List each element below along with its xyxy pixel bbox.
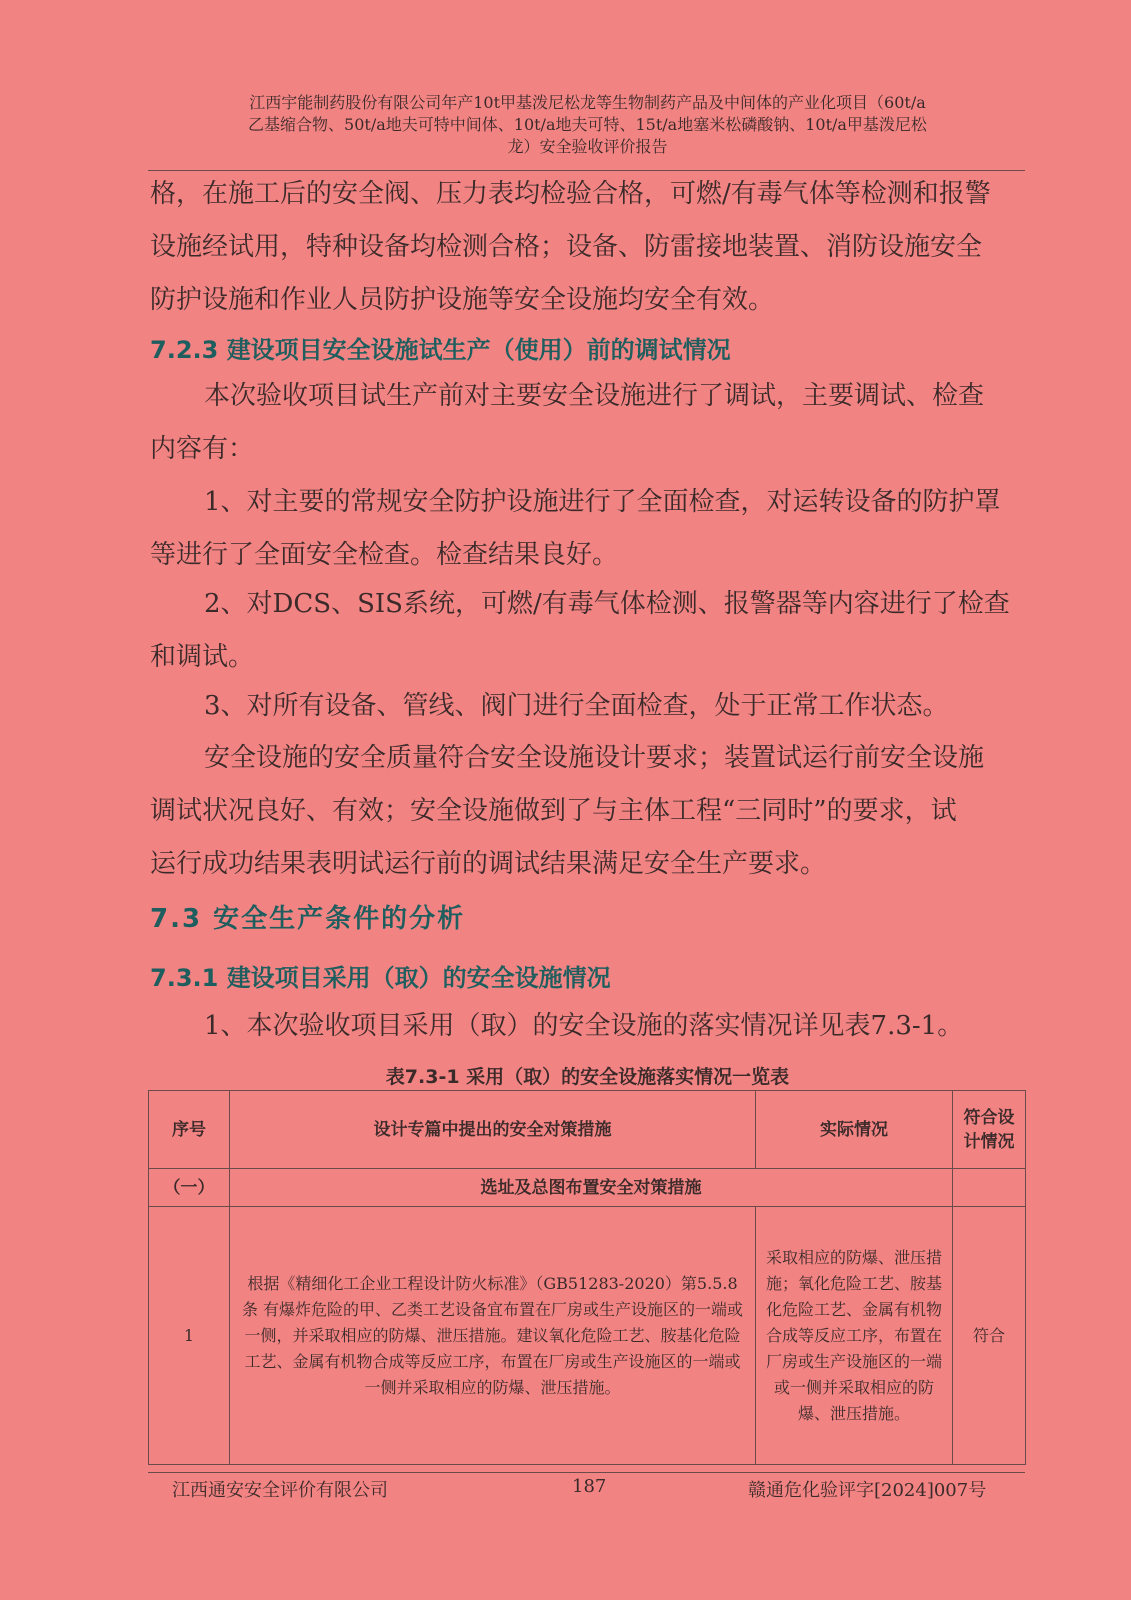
text-line: 2、对DCS、SIS系统，可燃/有毒气体检测、报警器等内容进行了检查 — [204, 589, 1010, 619]
row-measure: 根据《精细化工企业工程设计防火标准》（GB51283-2020）第5.5.8条 有爆炸危险的甲、乙类工艺设备宜布置在厂房或生产设施区的一端或一侧，并采取相应的防爆、泄压措施。建议氧化危险工艺、胺基化危险工艺、金属有机物合成等反应工序，布置在厂房或生产设施区的一端或一侧并采取相应的防爆、泄压措施。 — [230, 1207, 756, 1465]
text-line: 运行成功结果表明试运行前的调试结果满足安全生产要求。 — [150, 849, 827, 879]
row-conform: 符合 — [953, 1207, 1026, 1465]
header-actual: 实际情况 — [756, 1091, 953, 1169]
footer-rule — [148, 1472, 1025, 1473]
header-measure: 设计专篇中提出的安全对策措施 — [230, 1091, 756, 1169]
paragraph-conclusion — [150, 732, 1025, 891]
paragraph-table-ref — [150, 1002, 1025, 1050]
paragraph-item-1 — [150, 476, 1025, 582]
table-section-row — [149, 1169, 1026, 1207]
section-no: （一） — [149, 1169, 230, 1207]
text-line: 3、对所有设备、管线、阀门进行全面检查，处于正常工作状态。 — [204, 691, 949, 721]
header-no: 序号 — [149, 1091, 230, 1169]
header-line: 龙）安全验收评价报告 — [507, 137, 668, 156]
text-line: 格，在施工后的安全阀、压力表均检验合格，可燃/有毒气体等检测和报警 — [150, 179, 991, 209]
header-conform: 符合设计情况 — [953, 1091, 1026, 1169]
text-line: 本次验收项目试生产前对主要安全设施进行了调试，主要调试、检查 — [204, 381, 985, 411]
paragraph-inspection-result — [150, 168, 1025, 327]
table-row — [149, 1207, 1026, 1465]
heading-7-3: 7.3 安全生产条件的分析 — [150, 904, 466, 934]
row-actual: 采取相应的防爆、泄压措施；氧化危险工艺、胺基化危险工艺、金属有机物合成等反应工序，布置在厂房或生产设施区的一端或一侧并采取相应的防爆、泄压措施。 — [756, 1207, 953, 1465]
paragraph-item-2 — [150, 578, 1025, 684]
header-line: 乙基缩合物、50t/a地夫可特中间体、10t/a地夫可特、15t/a地塞米松磷酸钠、10t/a甲基泼尼松 — [248, 115, 927, 134]
text-line: 内容有： — [150, 434, 255, 464]
section-title: 选址及总图布置安全对策措施 — [230, 1169, 953, 1207]
paragraph-debug-intro — [150, 370, 1025, 476]
header-line: 江西宇能制药股份有限公司年产10t甲基泼尼松龙等生物制药产品及中间体的产业化项目（60t/a — [249, 93, 926, 112]
running-header — [150, 92, 1025, 158]
table-caption: 表7.3-1 采用（取）的安全设施落实情况一览表 — [385, 1066, 790, 1088]
heading-7-3-1: 7.3.1 建设项目采用（取）的安全设施情况 — [150, 964, 611, 992]
text-line: 调试状况良好、有效；安全设施做到了与主体工程“三同时”的要求，试 — [150, 796, 957, 826]
safety-measures-table — [148, 1090, 1026, 1465]
text-line: 1、本次验收项目采用（取）的安全设施的落实情况详见表7.3-1。 — [204, 1011, 964, 1041]
row-no: 1 — [149, 1207, 230, 1465]
footer-page-number: 187 — [572, 1476, 607, 1497]
text-line: 安全设施的安全质量符合安全设施设计要求；装置试运行前安全设施 — [204, 743, 985, 773]
text-line: 和调试。 — [150, 642, 255, 672]
text-line: 设施经试用，特种设备均检测合格；设备、防雷接地装置、消防设施安全 — [150, 232, 983, 262]
footer-company: 江西通安安全评价有限公司 — [172, 1480, 388, 1501]
table-header-row — [149, 1091, 1026, 1169]
heading-7-2-3: 7.2.3 建设项目安全设施试生产（使用）前的调试情况 — [150, 336, 731, 364]
text-line: 1、对主要的常规安全防护设施进行了全面检查，对运转设备的防护罩 — [204, 487, 1001, 517]
text-line: 防护设施和作业人员防护设施等安全设施均安全有效。 — [150, 285, 775, 315]
paragraph-item-3 — [150, 680, 1025, 733]
footer-doc-number: 赣通危化验评字[2024]007号 — [748, 1480, 987, 1501]
section-conform — [953, 1169, 1026, 1207]
text-line: 等进行了全面安全检查。检查结果良好。 — [150, 540, 619, 570]
